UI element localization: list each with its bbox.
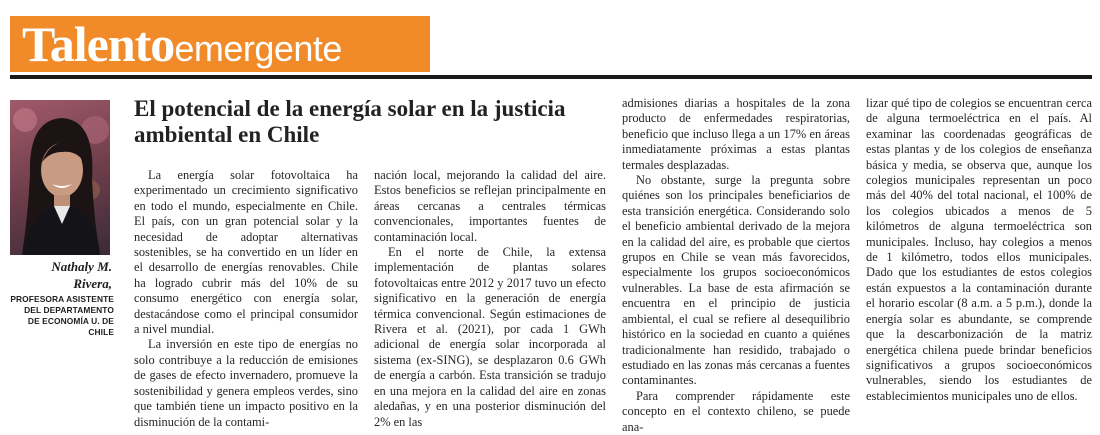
paragraph: No obstante, surge la pregunta sobre quiénes son los principales beneficiarios de esta transición energética. Considerando solo el beneficio ambiental derivado de la mejora en la calidad del aire, es probable que ciertos grupos en Chile se vean más favorecidos, especialmente los grupos socioeconómicos vulnerables. La base de esta afirmación se encuentra en el principio de justicia ambiental, el cual se refiere al desequilibrio histórico en la sociedad en cuanto a quiénes tradicionalmente han residido, trabajado o estudiado en las zonas más cercanas a fuentes contaminantes. [622,173,850,388]
article-column-2 [374,168,606,429]
paragraph: nación local, mejorando la calidad del aire. Estos beneficios se reflejan principalmente en áreas cercanas a centrales térmicas convencionales, importantes fuentes de contaminación local. [374,168,606,244]
article-column-4 [866,96,1092,416]
section-title [22,14,342,70]
header-rule [10,75,1092,79]
paragraph: Para comprender rápidamente este concepto en el contexto chileno, se puede ana- [622,388,850,434]
author-photo [10,100,110,255]
author-role: PROFESORA ASISTENTE DEL DEPARTAMENTO DE ECONOMÍA U. DE CHILE [10,294,114,337]
paragraph: admisiones diarias a hospitales de la zona producto de enfermedades respiratorias, beneficio que incluso llega a un 17% en áreas inmediatamente próximas a estas plantas termales desplazadas. [622,96,850,172]
article-headline: El potencial de la energía solar en la justicia ambiental en Chile [134,96,566,147]
author-name: Nathaly M. Rivera, [51,259,112,291]
article-column-1 [134,168,358,429]
paragraph: lizar qué tipo de colegios se encuentran cerca de alguna termoeléctrica en el país. Al examinar las coordenadas geográficas de estas plantas y de los colegios de enseñanza básica y media, se observa que, aunque los colegios municipales representan un poco más del 40% del total nacional, el 100% de los colegios ubicados a menos de 5 kilómetros de alguna termoeléctrica son municipales. Incluso, hay colegios a menos de 1 kilómetro, todos ellos municipales. Dado que los estudiantes de estos colegios están expuestos a la contaminación durante el horario escolar (8 a.m. a 5 p.m.), donde la energía solar es abundante, se comprende que la descarbonización de la matriz energética chilena puede brindar beneficios significativos a grupos socioeconómicos vulnerables, siendo los estudiantes de establecimientos municipales uno de ellos. [866,96,1092,403]
article-column-3 [622,96,850,434]
paragraph: La energía solar fotovoltaica ha experimentado un crecimiento significativo en todo el mundo, especialmente en Chile. El país, con un gran potencial solar y la necesidad de adoptar alternativas sostenibles, se ha convertido en un líder en el desarrollo de energías renovables. Chile ha logrado cubrir más del 10% de su consumo energético con energía solar, destacándose como el principal consumidor a nivel mundial. [134,168,358,337]
paragraph: En el norte de Chile, la extensa implementación de plantas solares fotovoltaicas entre 2012 y 2017 tuvo un efecto significativo en la generación de energía térmica convencional. Según estimaciones de Rivera et al. (2021), por cada 1 GWh adicional de energía solar incorporada al sistema (ex-SING), se desplazaron 0.6 GWh de energía a carbón. Esta transición se tradujo en una mejora en la calidad del aire en zonas aledañas, y en una posterior disminución del 2% en las [374,245,606,429]
section-title-word1: Talento [22,16,175,72]
section-title-word2: emergente [174,28,342,69]
paragraph: La inversión en este tipo de energías no solo contribuye a la reducción de emisiones de gases de efecto invernadero, promueve la sostenibilidad y genera empleos verdes, sino que también tiene un impacto positivo en la disminución de la contami- [134,337,358,429]
